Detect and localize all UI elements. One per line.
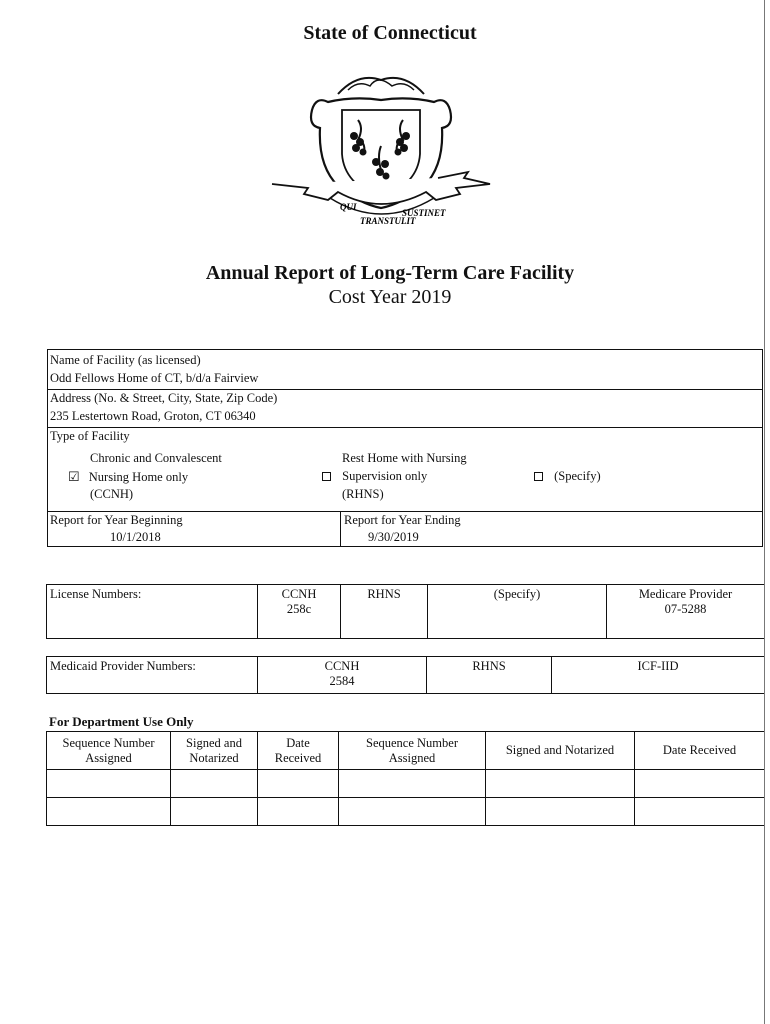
department-use-table [46, 731, 765, 826]
table-cell[interactable] [339, 770, 486, 798]
report-title: Annual Report of Long-Term Care Facility [205, 262, 575, 284]
ccnh-option-line3: (CCNH) [90, 487, 134, 501]
connecticut-seal-icon [268, 66, 494, 244]
seal-motto-3: SUSTINET [402, 208, 446, 218]
license-numbers-table [46, 584, 765, 639]
ccnh-option-line2: Nursing Home only [88, 470, 189, 484]
seal-motto-2: TRANSTULIT [360, 216, 416, 226]
department-use-heading: For Department Use Only [49, 714, 194, 729]
year-end-value: 9/30/2019 [368, 530, 419, 544]
table-cell[interactable] [171, 770, 258, 798]
col-header-text: Assigned [85, 750, 132, 765]
table-cell[interactable] [635, 770, 765, 798]
ccnh-option[interactable] [68, 469, 188, 485]
license-specify-label: (Specify) [428, 585, 607, 639]
facility-info-box [47, 349, 763, 547]
col-header-text: Received [274, 750, 322, 765]
specify-option-label: (Specify) [554, 469, 601, 483]
rhns-option[interactable] [322, 469, 427, 484]
medicaid-rhns-label: RHNS [427, 657, 552, 694]
col-signed-notarized-2: Signed and Notarized [486, 732, 635, 770]
table-cell[interactable] [47, 770, 171, 798]
col-header-text: Date [286, 735, 310, 750]
table-cell[interactable] [486, 798, 635, 826]
table-cell[interactable] [339, 798, 486, 826]
medicaid-numbers-table [46, 656, 765, 694]
col-header-text: Sequence Number [366, 735, 458, 750]
license-ccnh-label: CCNH [281, 587, 317, 601]
col-date-received-2: Date Received [635, 732, 765, 770]
table-cell[interactable] [258, 770, 339, 798]
checkbox-empty-icon[interactable] [534, 472, 543, 481]
seal-motto-1: QUI [340, 202, 357, 212]
col-header-text: Notarized [189, 750, 239, 765]
specify-option[interactable] [534, 469, 601, 484]
table-cell[interactable] [486, 770, 635, 798]
year-begin-value: 10/1/2018 [110, 530, 161, 544]
facility-name-label: Name of Facility (as licensed) [50, 353, 201, 367]
state-title: State of Connecticut [303, 22, 477, 44]
table-cell[interactable] [47, 798, 171, 826]
col-signed-notarized [171, 732, 258, 770]
table-cell[interactable] [635, 798, 765, 826]
medicare-value: 07-5288 [664, 602, 707, 616]
facility-name-value: Odd Fellows Home of CT, b/d/a Fairview [50, 371, 259, 385]
medicare-label: Medicare Provider [638, 587, 733, 601]
license-ccnh-cell [258, 585, 341, 639]
medicare-cell [607, 585, 765, 639]
rhns-option-line2: Supervision only [342, 469, 428, 483]
rhns-option-line1: Rest Home with Nursing [342, 451, 467, 465]
medicaid-label: Medicaid Provider Numbers: [47, 657, 258, 694]
license-numbers-label: License Numbers: [47, 585, 258, 639]
medicaid-ccnh-label: CCNH [324, 659, 360, 673]
scan-edge-line [764, 0, 765, 1024]
checkbox-empty-icon[interactable] [322, 472, 331, 481]
col-sequence-number [47, 732, 171, 770]
ccnh-option-line1: Chronic and Convalescent [90, 451, 222, 465]
license-ccnh-value: 258c [286, 602, 312, 616]
year-begin-label: Report for Year Beginning [50, 513, 183, 527]
rhns-option-line3: (RHNS) [342, 487, 384, 501]
address-label: Address (No. & Street, City, State, Zip Code) [50, 391, 278, 405]
col-sequence-number-2 [339, 732, 486, 770]
facility-type-label: Type of Facility [50, 429, 130, 443]
year-end-label: Report for Year Ending [344, 513, 461, 527]
col-header-text: Signed and [186, 735, 242, 750]
cost-year: Cost Year 2019 [328, 286, 452, 308]
medicaid-ccnh-value: 2584 [329, 674, 355, 688]
license-rhns-label: RHNS [341, 585, 428, 639]
address-value: 235 Lestertown Road, Groton, CT 06340 [50, 409, 256, 423]
col-date-received [258, 732, 339, 770]
table-cell[interactable] [258, 798, 339, 826]
col-header-text: Sequence Number [62, 735, 155, 750]
medicaid-icf-label: ICF-IID [552, 657, 765, 694]
col-header-text: Assigned [388, 750, 436, 765]
table-cell[interactable] [171, 798, 258, 826]
medicaid-ccnh-cell [258, 657, 427, 694]
checkbox-checked-icon[interactable]: ☑ [68, 469, 80, 484]
